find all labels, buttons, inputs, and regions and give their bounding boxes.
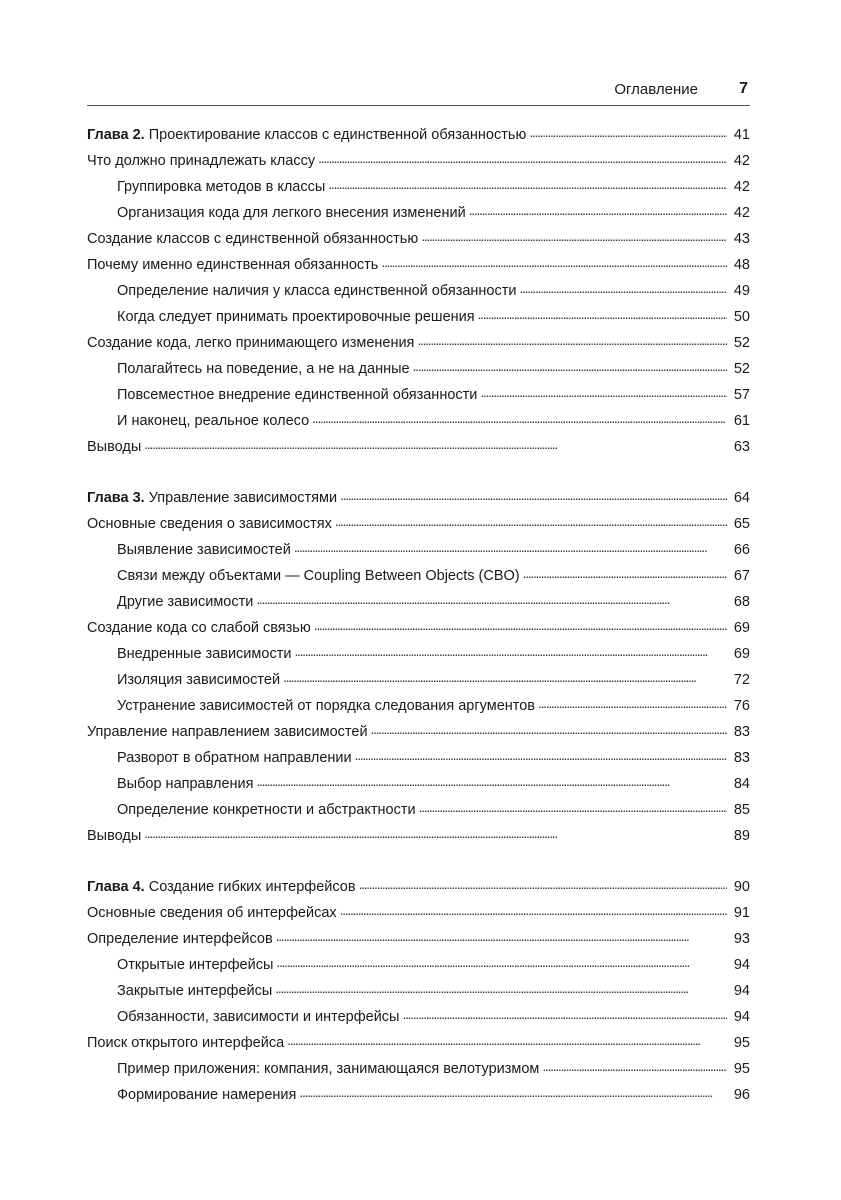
- entry-page-number: 49: [733, 283, 750, 299]
- running-header-page-number: 7: [739, 80, 748, 97]
- entry-text: Проектирование классов с единственной обязанностью: [148, 127, 527, 143]
- dot-leader: [417, 333, 727, 347]
- entry-page-number: 94: [733, 1009, 750, 1025]
- toc-entry-title: [87, 902, 337, 924]
- toc-entry-title: [117, 280, 516, 302]
- dot-leader: [421, 229, 727, 243]
- entry-text: Обязанности, зависимости и интерфейсы: [117, 1009, 400, 1025]
- toc-entry-title: [117, 980, 272, 1002]
- toc-entry-title: [117, 669, 280, 691]
- toc-entry[interactable]: [117, 695, 750, 717]
- entry-text: Почему именно единственная обязанность: [87, 257, 379, 273]
- entry-text: Группировка методов в классы: [117, 179, 326, 195]
- dot-leader: [381, 255, 727, 269]
- toc-entry[interactable]: [117, 539, 750, 561]
- entry-text: Определение наличия у класса единственной обязанности: [117, 283, 517, 299]
- dot-leader: [312, 411, 727, 425]
- toc-entry-title: [87, 228, 418, 250]
- toc-entry[interactable]: [117, 643, 750, 665]
- entry-text: Что должно принадлежать классу: [87, 153, 316, 169]
- dot-leader: [469, 203, 727, 217]
- dot-leader: [340, 488, 727, 502]
- toc-entry-title: [117, 565, 520, 587]
- toc-entry-title: [87, 825, 141, 847]
- entry-text: Создание классов с единственной обязанностью: [87, 231, 419, 247]
- toc-entry[interactable]: [117, 306, 750, 328]
- dot-leader: [335, 514, 727, 528]
- entry-text: Другие зависимости: [117, 594, 254, 610]
- toc-entry[interactable]: [87, 513, 750, 535]
- entry-text: Выбор направления: [117, 776, 254, 792]
- toc-entry-title: [117, 747, 352, 769]
- toc-entry[interactable]: [117, 1058, 750, 1080]
- toc-entry[interactable]: [87, 228, 750, 250]
- toc-entry-title: [117, 1084, 296, 1106]
- dot-leader: [294, 644, 727, 658]
- toc-entry[interactable]: [117, 384, 750, 406]
- toc-entry[interactable]: [87, 436, 750, 458]
- dot-leader: [276, 929, 727, 943]
- toc-entry[interactable]: [87, 617, 750, 639]
- entry-page-number: 52: [733, 361, 750, 377]
- toc-entry[interactable]: [117, 358, 750, 380]
- toc-entry[interactable]: [87, 825, 750, 847]
- page-header: [87, 80, 750, 104]
- toc-entry-title: [117, 539, 291, 561]
- entry-text: Открытые интерфейсы: [117, 957, 274, 973]
- entry-page-number: 91: [733, 905, 750, 921]
- entry-page-number: 69: [733, 646, 750, 662]
- entry-text: Создание кода, легко принимающего изменения: [87, 335, 415, 351]
- entry-text: Управление зависимостями: [148, 490, 338, 506]
- toc-entry[interactable]: [117, 280, 750, 302]
- dot-leader: [359, 877, 727, 891]
- entry-page-number: 66: [733, 542, 750, 558]
- toc-entry-title: [87, 876, 356, 898]
- toc-entry-title: [117, 410, 309, 432]
- entry-text: Когда следует принимать проектировочные решения: [117, 309, 475, 325]
- dot-leader: [542, 1059, 727, 1073]
- entry-text: Основные сведения о зависимостях: [87, 516, 332, 532]
- entry-page-number: 50: [733, 309, 750, 325]
- entry-text: И наконец, реальное колесо: [117, 413, 310, 429]
- entry-page-number: 95: [733, 1035, 750, 1051]
- toc-entry[interactable]: [117, 669, 750, 691]
- entry-text: Разворот в обратном направлении: [117, 750, 352, 766]
- dot-leader: [402, 1007, 727, 1021]
- entry-text: Управление направлением зависимостей: [87, 724, 368, 740]
- dot-leader: [523, 566, 727, 580]
- dot-leader: [371, 722, 727, 736]
- entry-page-number: 63: [733, 439, 750, 455]
- toc-entry-title: [117, 591, 253, 613]
- toc-entry-title: [87, 928, 273, 950]
- entry-text: Выводы: [87, 439, 142, 455]
- entry-page-number: 48: [733, 257, 750, 273]
- entry-page-number: 52: [733, 335, 750, 351]
- entry-page-number: 42: [733, 179, 750, 195]
- entry-page-number: 96: [733, 1087, 750, 1103]
- entry-page-number: 61: [733, 413, 750, 429]
- entry-text: Основные сведения об интерфейсах: [87, 905, 337, 921]
- entry-page-number: 69: [733, 620, 750, 636]
- dot-leader: [340, 903, 727, 917]
- entry-page-number: 72: [733, 672, 750, 688]
- toc-entry[interactable]: [87, 1032, 750, 1054]
- toc-entry[interactable]: [117, 773, 750, 795]
- entry-text: Полагайтесь на поведение, а не на данные: [117, 361, 410, 377]
- toc-entry[interactable]: [87, 254, 750, 276]
- chapter-number: Глава 2.: [87, 127, 145, 143]
- toc-entry-title: [117, 306, 475, 328]
- entry-text: Выявление зависимостей: [117, 542, 291, 558]
- entry-page-number: 68: [733, 594, 750, 610]
- toc-entry-title: [117, 384, 477, 406]
- toc-entry[interactable]: [117, 799, 750, 821]
- entry-text: Организация кода для легкого внесения изменений: [117, 205, 466, 221]
- entry-page-number: 94: [733, 983, 750, 999]
- entry-page-number: 85: [733, 802, 750, 818]
- toc-entry-title: [117, 954, 273, 976]
- header-rule: [87, 105, 750, 106]
- dot-leader: [144, 437, 727, 451]
- toc-entry-title: [117, 695, 535, 717]
- toc-entry-title: [117, 176, 325, 198]
- toc-entry-title: [117, 358, 410, 380]
- entry-text: Формирование намерения: [117, 1087, 297, 1103]
- entry-page-number: 93: [733, 931, 750, 947]
- entry-text: Создание гибких интерфейсов: [148, 879, 356, 895]
- dot-leader: [478, 307, 727, 321]
- entry-text: Изоляция зависимостей: [117, 672, 281, 688]
- entry-text: Связи между объектами — Coupling Between Objects (CBO): [117, 568, 520, 584]
- toc-entry-title: [87, 254, 378, 276]
- dot-leader: [283, 670, 727, 684]
- dot-leader: [480, 385, 727, 399]
- dot-leader: [328, 177, 727, 191]
- entry-text: Поиск открытого интерфейса: [87, 1035, 285, 1051]
- toc-entry[interactable]: [87, 928, 750, 950]
- chapter-number: Глава 4.: [87, 879, 145, 895]
- dot-leader: [355, 748, 727, 762]
- toc-entry-title: [117, 799, 416, 821]
- entry-page-number: 43: [733, 231, 750, 247]
- dot-leader: [419, 800, 727, 814]
- dot-leader: [276, 955, 727, 969]
- dot-leader: [314, 618, 727, 632]
- toc-entry[interactable]: [117, 954, 750, 976]
- toc-entry[interactable]: [87, 902, 750, 924]
- toc-entry-title: [87, 1032, 284, 1054]
- entry-text: Повсеместное внедрение единственной обязанности: [117, 387, 478, 403]
- entry-page-number: 95: [733, 1061, 750, 1077]
- toc-entry[interactable]: [87, 150, 750, 172]
- dot-leader: [318, 151, 727, 165]
- entry-page-number: 41: [733, 127, 750, 143]
- entry-page-number: 89: [733, 828, 750, 844]
- toc-entry[interactable]: [117, 176, 750, 198]
- toc-entry-title: [87, 150, 315, 172]
- toc-entry-title: [87, 513, 332, 535]
- entry-page-number: 76: [733, 698, 750, 714]
- entry-text: Выводы: [87, 828, 142, 844]
- entry-text: Пример приложения: компания, занимающаяся велотуризмом: [117, 1061, 540, 1077]
- entry-page-number: 83: [733, 724, 750, 740]
- entry-page-number: 84: [733, 776, 750, 792]
- toc-chapter-entry[interactable]: [87, 124, 750, 146]
- toc-entry-title: [87, 721, 368, 743]
- toc-entry-title: [87, 332, 414, 354]
- toc-chapter-entry[interactable]: [87, 487, 750, 509]
- toc-entry-title: [87, 436, 141, 458]
- toc-entry-title: [117, 773, 253, 795]
- dot-leader: [294, 540, 727, 554]
- entry-text: Закрытые интерфейсы: [117, 983, 273, 999]
- dot-leader: [519, 281, 727, 295]
- chapter-number: Глава 3.: [87, 490, 145, 506]
- toc-entry[interactable]: [117, 747, 750, 769]
- entry-text: Определение конкретности и абстрактности: [117, 802, 416, 818]
- toc-entry-title: [117, 1058, 539, 1080]
- toc-entry-title: [117, 643, 291, 665]
- toc-entry[interactable]: [87, 332, 750, 354]
- dot-leader: [538, 696, 727, 710]
- entry-text: Внедренные зависимости: [117, 646, 292, 662]
- entry-page-number: 65: [733, 516, 750, 532]
- toc-entry[interactable]: [117, 1006, 750, 1028]
- toc-entry[interactable]: [117, 410, 750, 432]
- dot-leader: [529, 125, 727, 139]
- toc-entry-title: [87, 617, 311, 639]
- entry-text: Устранение зависимостей от порядка следования аргументов: [117, 698, 536, 714]
- toc-chapter-entry[interactable]: [87, 876, 750, 898]
- toc-entry[interactable]: [117, 1084, 750, 1106]
- entry-page-number: 64: [733, 490, 750, 506]
- toc-entry[interactable]: [87, 721, 750, 743]
- entry-page-number: 42: [733, 153, 750, 169]
- entry-text: Создание кода со слабой связью: [87, 620, 311, 636]
- toc-entry[interactable]: [117, 591, 750, 613]
- toc-entry-title: [117, 1006, 399, 1028]
- dot-leader: [413, 359, 727, 373]
- entry-page-number: 42: [733, 205, 750, 221]
- dot-leader: [275, 981, 727, 995]
- dot-leader: [299, 1085, 727, 1099]
- entry-page-number: 94: [733, 957, 750, 973]
- entry-page-number: 83: [733, 750, 750, 766]
- toc-entry[interactable]: [117, 565, 750, 587]
- entry-text: Определение интерфейсов: [87, 931, 273, 947]
- toc-entry[interactable]: [117, 202, 750, 224]
- toc-entry-title: [87, 487, 337, 509]
- toc-entry-title: [117, 202, 466, 224]
- dot-leader: [256, 774, 727, 788]
- running-header-title: Оглавление: [614, 81, 698, 98]
- entry-page-number: 90: [733, 879, 750, 895]
- toc-entry-title: [87, 124, 526, 146]
- entry-page-number: 67: [733, 568, 750, 584]
- dot-leader: [256, 592, 727, 606]
- dot-leader: [144, 826, 727, 840]
- toc-entry[interactable]: [117, 980, 750, 1002]
- dot-leader: [287, 1033, 727, 1047]
- entry-page-number: 57: [733, 387, 750, 403]
